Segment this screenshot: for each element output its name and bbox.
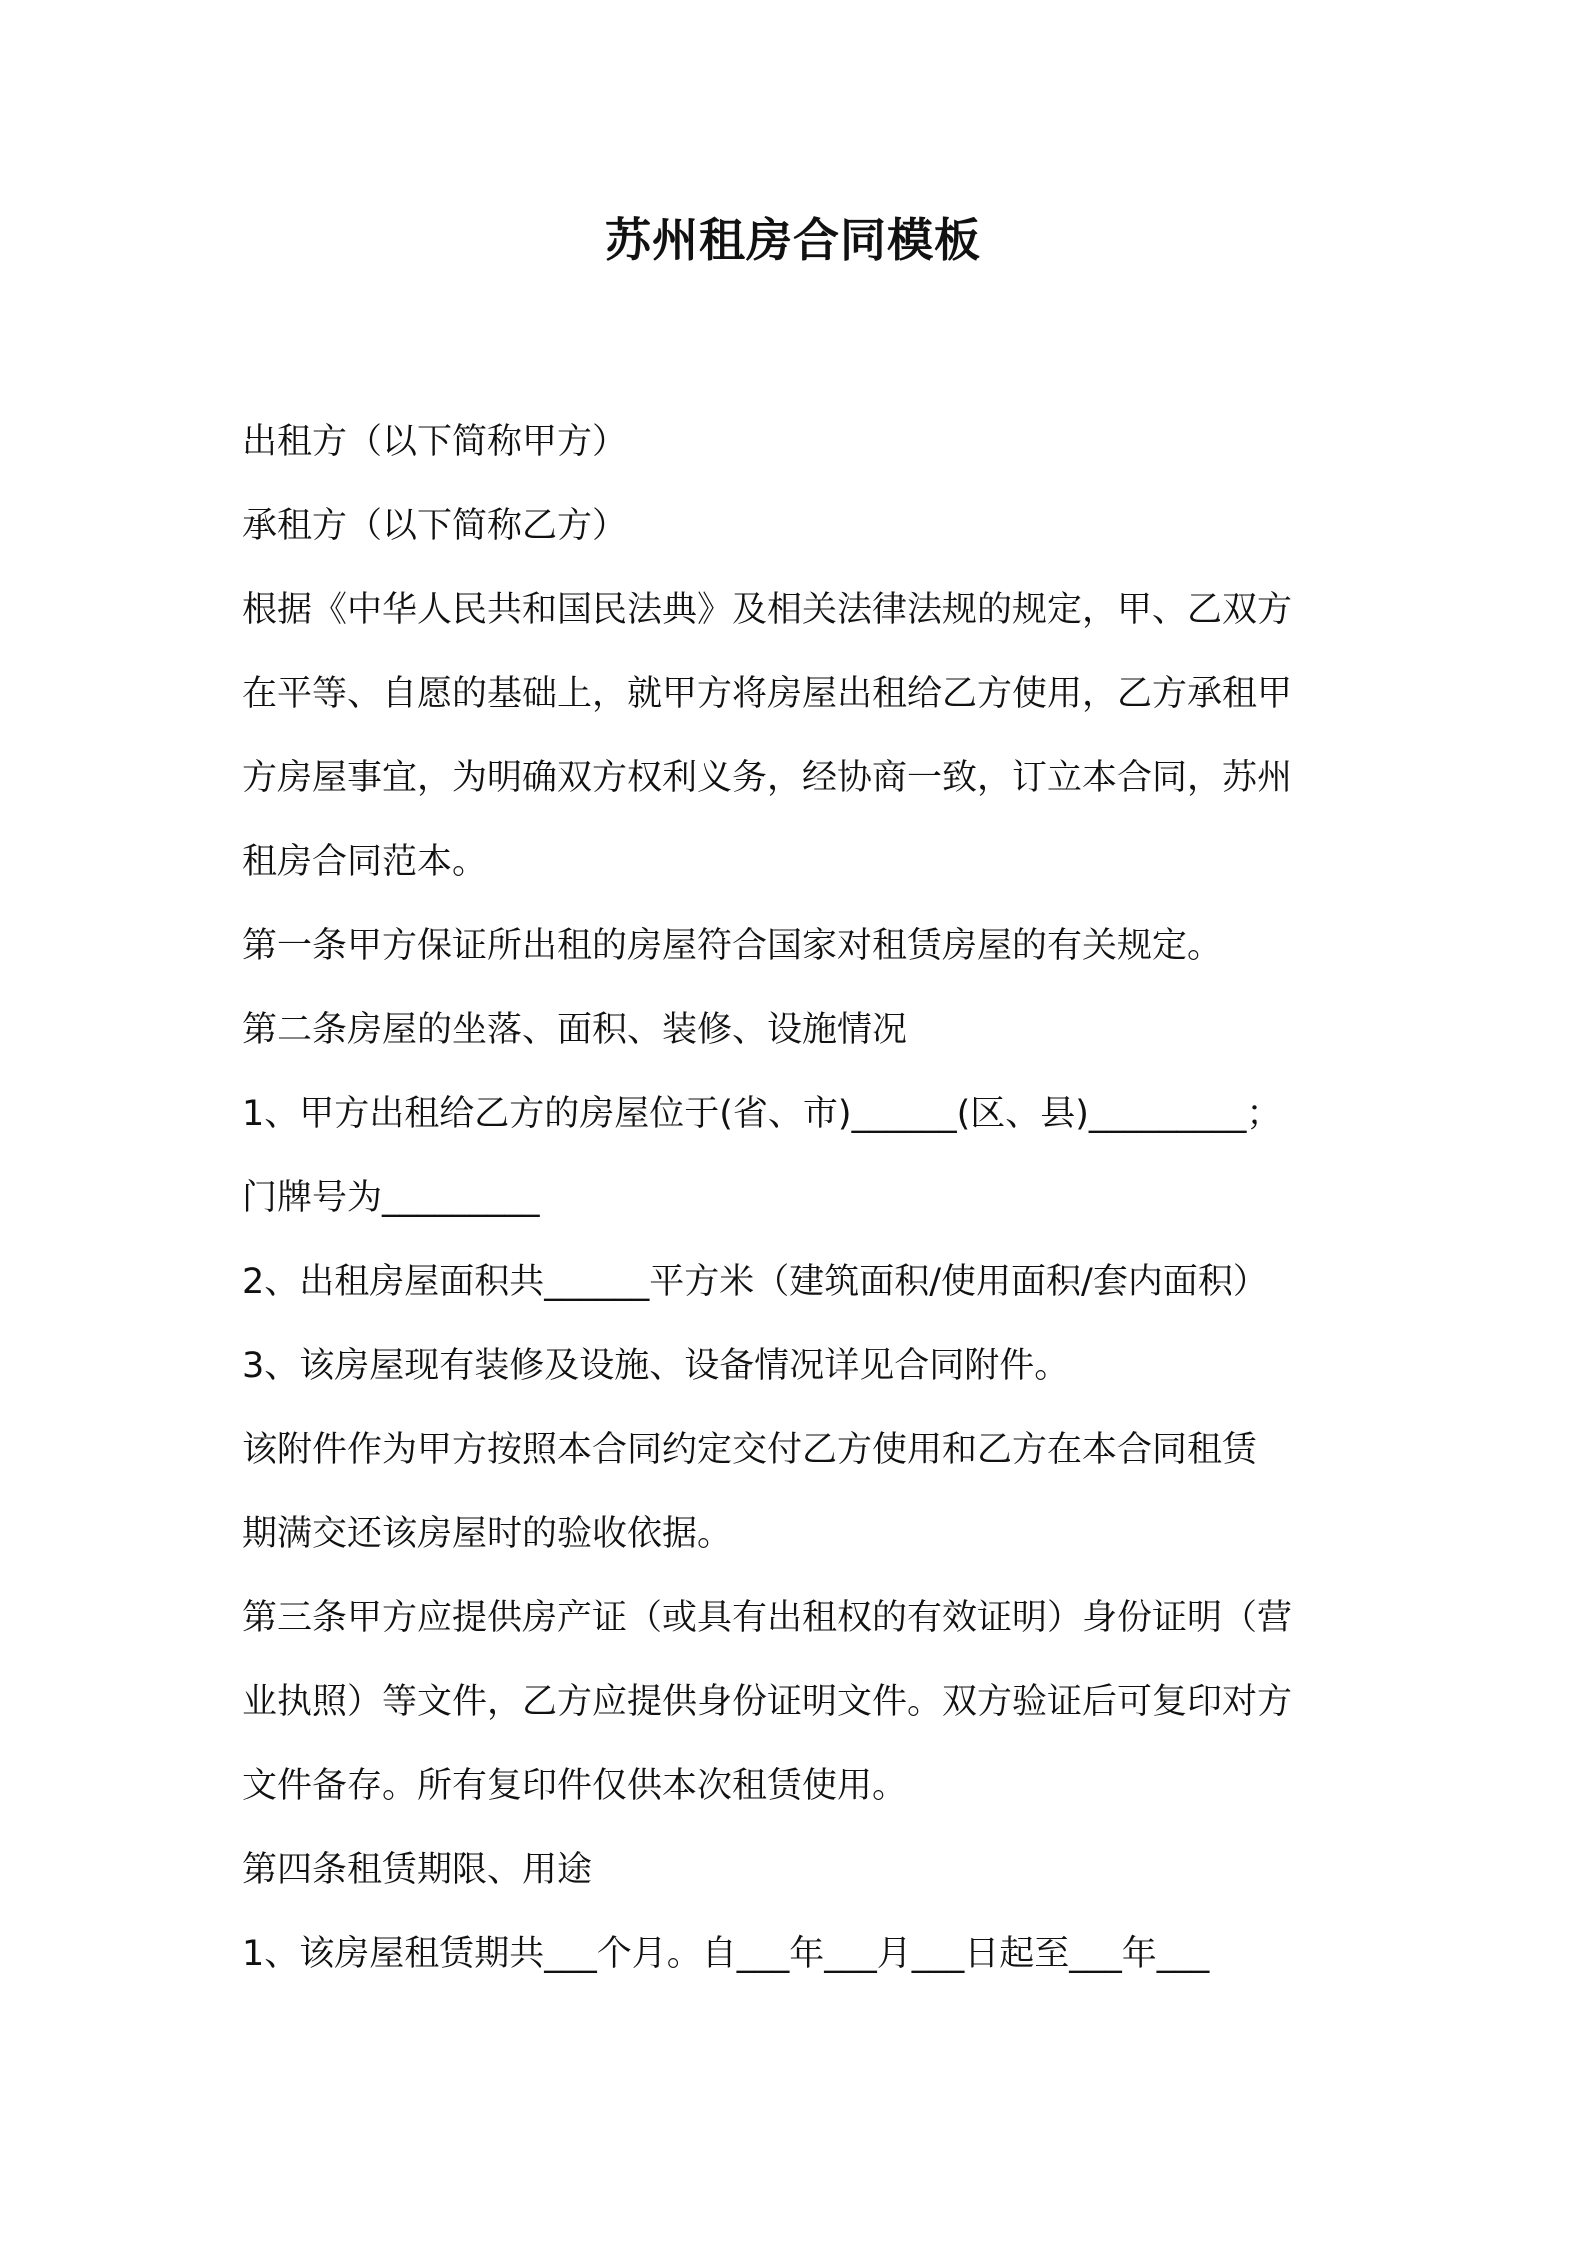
document-title: 苏州租房合同模板 [605, 213, 981, 267]
paragraph-line: 文件备存。所有复印件仅供本次租赁使用。 [242, 1766, 908, 1806]
paragraph-line: 期满交还该房屋时的验收依据。 [242, 1514, 733, 1554]
paragraph-line: 第三条甲方应提供房产证（或具有出租权的有效证明）身份证明（营 [242, 1598, 1293, 1638]
paragraph-line: 出租方（以下简称甲方） [242, 422, 628, 462]
paragraph-line: 业执照）等文件，乙方应提供身份证明文件。双方验证后可复印对方 [242, 1682, 1293, 1722]
paragraph-line: 门牌号为_________ [242, 1178, 540, 1218]
paragraph-line: 根据《中华人民共和国民法典》及相关法律法规的规定，甲、乙双方 [242, 590, 1293, 630]
paragraph-line: 第四条租赁期限、用途 [242, 1850, 593, 1890]
paragraph-line: 第一条甲方保证所出租的房屋符合国家对租赁房屋的有关规定。 [242, 926, 1223, 966]
paragraph-line: 第二条房屋的坐落、面积、装修、设施情况 [242, 1010, 908, 1050]
paragraph-line: 租房合同范本。 [242, 842, 488, 882]
paragraph-line: 承租方（以下简称乙方） [242, 506, 628, 546]
paragraph-line: 1、甲方出租给乙方的房屋位于(省、市)______(区、县)_________； [242, 1094, 1282, 1134]
paragraph-line: 1、该房屋租赁期共___个月。自___年___月___日起至___年___ [242, 1934, 1210, 1974]
paragraph-line: 3、该房屋现有装修及设施、设备情况详见合同附件。 [242, 1346, 1070, 1386]
paragraph-line: 2、出租房屋面积共______平方米（建筑面积/使用面积/套内面积） [242, 1262, 1268, 1302]
paragraph-line: 在平等、自愿的基础上，就甲方将房屋出租给乙方使用，乙方承租甲 [242, 674, 1293, 714]
paragraph-line: 该附件作为甲方按照本合同约定交付乙方使用和乙方在本合同租赁 [242, 1430, 1258, 1470]
document-body [242, 400, 1362, 1996]
paragraph-line: 方房屋事宜，为明确双方权利义务，经协商一致，订立本合同，苏州 [242, 758, 1293, 798]
